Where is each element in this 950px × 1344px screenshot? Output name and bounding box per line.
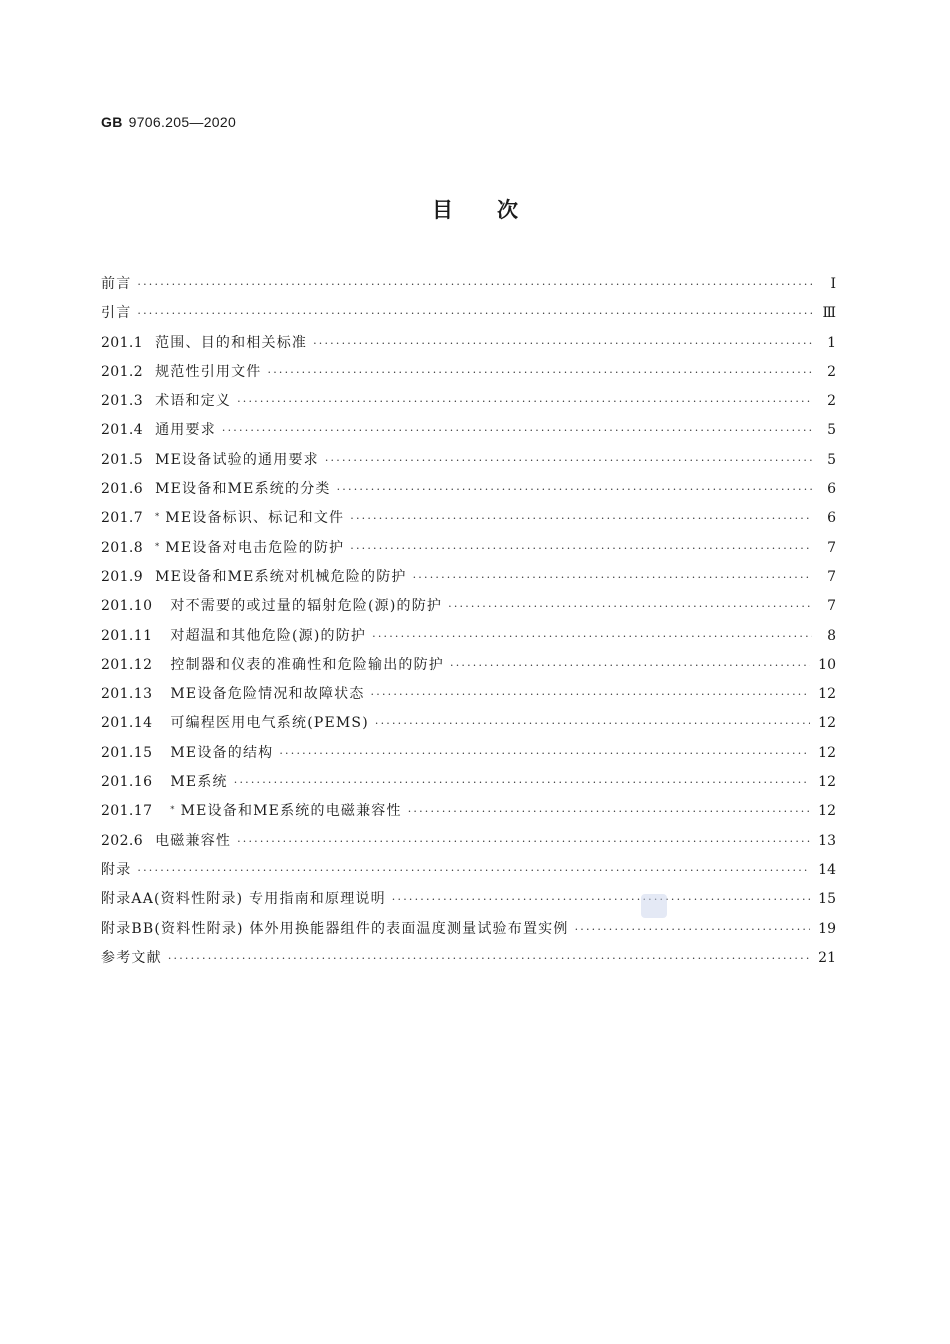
toc-entry-label: 附录 bbox=[101, 861, 132, 878]
toc-entry[interactable] bbox=[101, 944, 836, 973]
table-of-contents bbox=[101, 270, 836, 973]
dot-leader bbox=[448, 592, 812, 621]
dot-leader bbox=[168, 944, 810, 973]
dot-leader bbox=[350, 504, 812, 533]
toc-entry-title bbox=[170, 709, 369, 738]
dot-leader bbox=[313, 329, 812, 358]
toc-entry-page: 2 bbox=[827, 363, 836, 380]
dot-leader bbox=[575, 915, 811, 944]
toc-entry-title bbox=[170, 739, 273, 768]
toc-entry-label: 规范性引用文件 bbox=[155, 363, 262, 380]
toc-entry-page: 1 bbox=[827, 334, 836, 351]
toc-entry-title bbox=[155, 387, 231, 416]
toc-entry-label: ME设备对电击危险的防护 bbox=[165, 539, 345, 556]
toc-entry[interactable] bbox=[101, 270, 836, 299]
toc-entry[interactable] bbox=[101, 680, 836, 709]
toc-entry-label: ME设备试验的通用要求 bbox=[155, 451, 319, 468]
dot-leader bbox=[372, 622, 812, 651]
toc-entry-label: 附录AA(资料性附录) 专用指南和原理说明 bbox=[101, 891, 386, 908]
toc-entry-label: ME设备危险情况和故障状态 bbox=[170, 686, 365, 703]
toc-entry[interactable] bbox=[101, 592, 836, 621]
dot-leader bbox=[350, 534, 812, 563]
toc-entry[interactable] bbox=[101, 416, 836, 445]
toc-entry-number: 201.8 bbox=[101, 539, 144, 556]
toc-entry-label: 前言 bbox=[101, 276, 132, 292]
toc-entry-number: 202.6 bbox=[101, 832, 144, 849]
toc-entry-number: 201.2 bbox=[101, 363, 144, 380]
page-title: 目次 bbox=[432, 198, 562, 222]
toc-entry-title bbox=[155, 504, 344, 533]
dot-leader bbox=[137, 299, 812, 328]
toc-entry-number: 201.6 bbox=[101, 481, 144, 498]
toc-entry[interactable] bbox=[101, 915, 836, 944]
toc-entry-page: 12 bbox=[818, 686, 836, 703]
toc-entry-number: 201.10 bbox=[101, 598, 153, 615]
toc-entry-label: ME系统 bbox=[170, 774, 228, 791]
toc-entry-page: 7 bbox=[827, 539, 836, 556]
toc-entry-number: 201.14 bbox=[101, 715, 153, 732]
toc-entry[interactable] bbox=[101, 299, 836, 328]
toc-entry-title bbox=[101, 299, 131, 328]
toc-entry-title bbox=[170, 768, 227, 797]
dot-leader bbox=[137, 270, 812, 299]
toc-entry-page: 12 bbox=[818, 715, 836, 732]
dot-leader bbox=[268, 358, 813, 387]
toc-entry-title bbox=[155, 827, 231, 856]
toc-entry-title bbox=[155, 475, 331, 504]
toc-entry[interactable] bbox=[101, 709, 836, 738]
asterisk-mark: * bbox=[155, 512, 161, 522]
dot-leader bbox=[279, 739, 810, 768]
toc-entry-label: ME设备的结构 bbox=[170, 744, 274, 761]
toc-entry-title bbox=[101, 270, 131, 299]
toc-entry-number: 201.11 bbox=[101, 627, 153, 644]
toc-entry-title bbox=[155, 329, 307, 358]
toc-entry-page: 19 bbox=[818, 920, 836, 937]
toc-entry-title bbox=[155, 358, 261, 387]
toc-entry-page: 7 bbox=[827, 598, 836, 615]
toc-entry-page: 7 bbox=[827, 568, 836, 585]
dot-leader bbox=[237, 827, 810, 856]
toc-entry-number: 201.3 bbox=[101, 393, 144, 410]
toc-entry-title bbox=[170, 680, 364, 709]
toc-entry-title bbox=[155, 563, 407, 592]
toc-entry-number: 201.13 bbox=[101, 686, 153, 703]
toc-entry[interactable] bbox=[101, 504, 836, 533]
dot-leader bbox=[337, 475, 812, 504]
toc-entry[interactable] bbox=[101, 856, 836, 885]
toc-entry[interactable] bbox=[101, 387, 836, 416]
standard-number: 9706.205—2020 bbox=[128, 114, 237, 130]
toc-entry-number: 201.4 bbox=[101, 422, 144, 439]
toc-entry-label: 电磁兼容性 bbox=[155, 832, 232, 849]
dot-leader bbox=[450, 651, 810, 680]
toc-entry-label: ME设备和ME系统的电磁兼容性 bbox=[180, 803, 402, 820]
watermark-icon bbox=[641, 894, 667, 918]
toc-entry-label: ME设备标识、标记和文件 bbox=[165, 510, 345, 527]
toc-entry-label: 通用要求 bbox=[155, 422, 216, 439]
dot-leader bbox=[408, 797, 810, 826]
toc-entry-page: 21 bbox=[818, 949, 836, 966]
toc-entry-label: 参考文献 bbox=[101, 949, 162, 966]
toc-entry[interactable] bbox=[101, 358, 836, 387]
asterisk-mark: * bbox=[170, 805, 176, 815]
toc-entry[interactable] bbox=[101, 622, 836, 651]
toc-entry-label: 对超温和其他危险(源)的防护 bbox=[170, 627, 367, 644]
toc-entry-page: 12 bbox=[818, 803, 836, 820]
toc-entry-page: 13 bbox=[818, 832, 836, 849]
toc-entry[interactable] bbox=[101, 885, 836, 914]
toc-entry-label: ME设备和ME系统对机械危险的防护 bbox=[155, 568, 407, 585]
toc-entry[interactable] bbox=[101, 651, 836, 680]
toc-entry-number: 201.16 bbox=[101, 774, 153, 791]
toc-entry-page: 12 bbox=[818, 744, 836, 761]
toc-entry-title bbox=[170, 592, 442, 621]
toc-entry-title bbox=[101, 944, 162, 973]
toc-entry-label: 引言 bbox=[101, 305, 132, 322]
toc-entry-title bbox=[155, 446, 319, 475]
toc-entry-number: 201.1 bbox=[101, 334, 144, 351]
toc-entry-label: 可编程医用电气系统(PEMS) bbox=[170, 715, 369, 732]
toc-entry-label: 术语和定义 bbox=[155, 393, 232, 410]
toc-entry[interactable] bbox=[101, 563, 836, 592]
toc-entry[interactable] bbox=[101, 534, 836, 563]
dot-leader bbox=[371, 680, 811, 709]
dot-leader bbox=[375, 709, 810, 738]
dot-leader bbox=[413, 563, 812, 592]
toc-entry-page: 12 bbox=[818, 774, 836, 791]
toc-entry-page: 10 bbox=[818, 656, 836, 673]
toc-entry-number: 201.9 bbox=[101, 568, 144, 585]
toc-entry[interactable] bbox=[101, 446, 836, 475]
toc-entry-number: 201.15 bbox=[101, 744, 153, 761]
dot-leader bbox=[222, 416, 812, 445]
toc-entry-page: 6 bbox=[827, 510, 836, 527]
toc-entry-label: 附录BB(资料性附录) 体外用换能器组件的表面温度测量试验布置实例 bbox=[101, 920, 569, 937]
toc-entry-page: 6 bbox=[827, 481, 836, 498]
toc-entry-number: 201.12 bbox=[101, 656, 153, 673]
dot-leader bbox=[237, 387, 812, 416]
dot-leader bbox=[234, 768, 810, 797]
toc-entry-page: Ⅲ bbox=[822, 305, 836, 322]
toc-entry-number: 201.17 bbox=[101, 803, 153, 820]
toc-entry-title bbox=[101, 856, 131, 885]
toc-entry[interactable] bbox=[101, 329, 836, 358]
toc-entry[interactable] bbox=[101, 797, 836, 826]
gb-label: GB bbox=[101, 114, 123, 130]
toc-entry-page: 14 bbox=[818, 861, 836, 878]
toc-entry-label: 范围、目的和相关标准 bbox=[155, 334, 308, 351]
toc-entry-page: 5 bbox=[827, 451, 836, 468]
toc-entry-title bbox=[155, 534, 344, 563]
toc-entry-page: 8 bbox=[827, 627, 836, 644]
toc-entry-title bbox=[155, 416, 216, 445]
toc-entry-title bbox=[170, 797, 401, 826]
toc-entry-label: 控制器和仪表的准确性和危险输出的防护 bbox=[170, 656, 444, 673]
toc-entry[interactable] bbox=[101, 475, 836, 504]
toc-entry[interactable] bbox=[101, 739, 836, 768]
toc-entry-page: 15 bbox=[818, 891, 836, 908]
toc-entry-title bbox=[170, 622, 366, 651]
dot-leader bbox=[325, 446, 812, 475]
dot-leader bbox=[137, 856, 810, 885]
toc-entry-page: Ⅰ bbox=[830, 276, 836, 292]
toc-entry-number: 201.7 bbox=[101, 510, 144, 527]
standard-number-header bbox=[101, 114, 236, 130]
toc-entry-label: ME设备和ME系统的分类 bbox=[155, 481, 331, 498]
toc-entry[interactable] bbox=[101, 827, 836, 856]
toc-entry-page: 2 bbox=[827, 393, 836, 410]
dot-leader bbox=[392, 885, 810, 914]
asterisk-mark: * bbox=[155, 541, 161, 551]
toc-entry-title bbox=[101, 885, 386, 914]
toc-entry-title bbox=[170, 651, 444, 680]
toc-entry-number: 201.5 bbox=[101, 451, 144, 468]
toc-entry[interactable] bbox=[101, 768, 836, 797]
toc-entry-page: 5 bbox=[827, 422, 836, 439]
toc-entry-title bbox=[101, 915, 569, 944]
toc-entry-label: 对不需要的或过量的辐射危险(源)的防护 bbox=[170, 598, 443, 615]
